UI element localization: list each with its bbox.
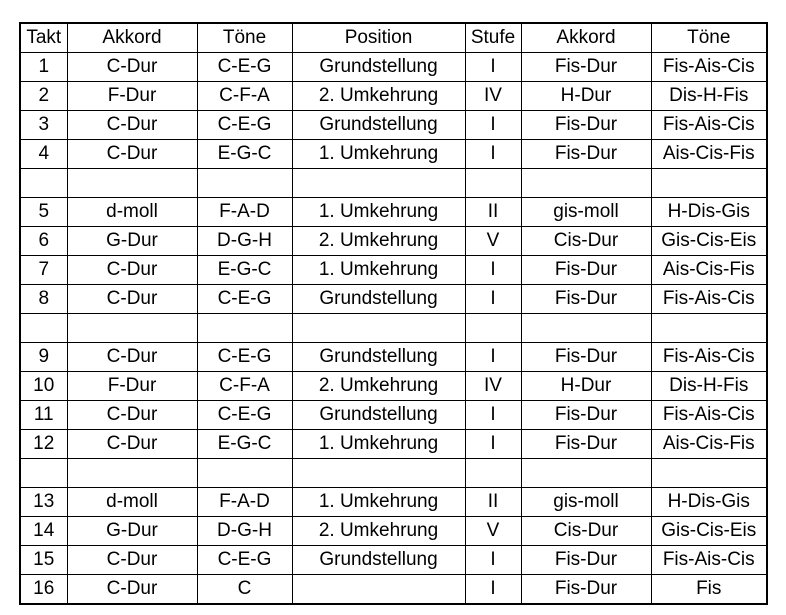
akkord-cell: F-Dur (67, 372, 197, 401)
takt-cell: 10 (20, 372, 67, 401)
toene-cell: D-G-H (197, 227, 292, 256)
stufe-cell: I (465, 575, 521, 605)
table-row (20, 198, 767, 227)
position-cell: 1. Umkehrung (292, 256, 465, 285)
toene-transposed-cell: Fis-Ais-Cis (651, 401, 767, 430)
stufe-cell (465, 459, 521, 488)
stufe-cell: V (465, 517, 521, 546)
position-cell: Grundstellung (292, 343, 465, 372)
akkord-transposed-cell: Fis-Dur (521, 140, 651, 169)
stufe-cell: IV (465, 372, 521, 401)
toene-cell: F-A-D (197, 488, 292, 517)
table-row (20, 140, 767, 169)
akkord-cell: C-Dur (67, 401, 197, 430)
takt-cell: 7 (20, 256, 67, 285)
stufe-cell: V (465, 227, 521, 256)
toene-cell: C-E-G (197, 343, 292, 372)
stufe-cell: I (465, 256, 521, 285)
toene-cell: C-E-G (197, 111, 292, 140)
akkord-transposed-cell (521, 314, 651, 343)
akkord-cell: C-Dur (67, 343, 197, 372)
toene-transposed-cell: Gis-Cis-Eis (651, 227, 767, 256)
stufe-cell: I (465, 546, 521, 575)
header-cell-toene-transposed: Töne (651, 23, 767, 53)
position-cell: Grundstellung (292, 546, 465, 575)
akkord-transposed-cell: gis-moll (521, 198, 651, 227)
takt-cell: 16 (20, 575, 67, 605)
toene-transposed-cell: Ais-Cis-Fis (651, 430, 767, 459)
takt-cell: 3 (20, 111, 67, 140)
akkord-cell: C-Dur (67, 575, 197, 605)
akkord-transposed-cell: Fis-Dur (521, 575, 651, 605)
position-cell: 1. Umkehrung (292, 140, 465, 169)
akkord-transposed-cell: Fis-Dur (521, 111, 651, 140)
takt-cell: 4 (20, 140, 67, 169)
position-cell: Grundstellung (292, 111, 465, 140)
akkord-transposed-cell: Cis-Dur (521, 517, 651, 546)
position-cell: Grundstellung (292, 401, 465, 430)
table-row (20, 372, 767, 401)
toene-transposed-cell: Fis (651, 575, 767, 605)
toene-transposed-cell (651, 169, 767, 198)
header-cell-takt: Takt (20, 23, 67, 53)
akkord-cell: C-Dur (67, 256, 197, 285)
toene-transposed-cell (651, 459, 767, 488)
takt-cell (20, 314, 67, 343)
toene-cell: C-E-G (197, 546, 292, 575)
position-cell: 2. Umkehrung (292, 517, 465, 546)
takt-cell: 9 (20, 343, 67, 372)
takt-cell: 1 (20, 53, 67, 82)
akkord-transposed-cell: H-Dur (521, 82, 651, 111)
akkord-transposed-cell (521, 459, 651, 488)
takt-cell: 2 (20, 82, 67, 111)
position-cell (292, 575, 465, 605)
toene-cell: C (197, 575, 292, 605)
takt-cell: 6 (20, 227, 67, 256)
akkord-cell: C-Dur (67, 285, 197, 314)
table-row (20, 430, 767, 459)
akkord-cell: C-Dur (67, 111, 197, 140)
stufe-cell: I (465, 140, 521, 169)
takt-cell: 15 (20, 546, 67, 575)
takt-cell: 5 (20, 198, 67, 227)
toene-transposed-cell: Ais-Cis-Fis (651, 256, 767, 285)
table-row (20, 401, 767, 430)
toene-cell: C-E-G (197, 285, 292, 314)
takt-cell: 12 (20, 430, 67, 459)
toene-cell: C-F-A (197, 82, 292, 111)
takt-cell: 11 (20, 401, 67, 430)
toene-transposed-cell: Fis-Ais-Cis (651, 111, 767, 140)
position-cell (292, 459, 465, 488)
toene-cell: D-G-H (197, 517, 292, 546)
stufe-cell: I (465, 430, 521, 459)
stufe-cell: II (465, 488, 521, 517)
toene-cell: E-G-C (197, 140, 292, 169)
toene-transposed-cell: Fis-Ais-Cis (651, 53, 767, 82)
toene-transposed-cell: H-Dis-Gis (651, 198, 767, 227)
akkord-cell: G-Dur (67, 227, 197, 256)
toene-transposed-cell: Fis-Ais-Cis (651, 546, 767, 575)
position-cell: Grundstellung (292, 285, 465, 314)
stufe-cell: IV (465, 82, 521, 111)
stufe-cell: I (465, 401, 521, 430)
akkord-transposed-cell (521, 169, 651, 198)
stufe-cell (465, 169, 521, 198)
akkord-cell (67, 169, 197, 198)
toene-transposed-cell: Fis-Ais-Cis (651, 285, 767, 314)
position-cell: 1. Umkehrung (292, 430, 465, 459)
stufe-cell: I (465, 343, 521, 372)
akkord-cell: C-Dur (67, 53, 197, 82)
position-cell (292, 169, 465, 198)
position-cell (292, 314, 465, 343)
table-row (20, 517, 767, 546)
header-cell-stufe: Stufe (465, 23, 521, 53)
akkord-transposed-cell: Cis-Dur (521, 227, 651, 256)
table-row (20, 82, 767, 111)
akkord-transposed-cell: Fis-Dur (521, 343, 651, 372)
table-row (20, 488, 767, 517)
stufe-cell: I (465, 53, 521, 82)
toene-transposed-cell: Ais-Cis-Fis (651, 140, 767, 169)
akkord-cell: d-moll (67, 488, 197, 517)
table-row (20, 546, 767, 575)
akkord-cell: F-Dur (67, 82, 197, 111)
toene-transposed-cell: Dis-H-Fis (651, 82, 767, 111)
toene-transposed-cell: H-Dis-Gis (651, 488, 767, 517)
header-row (20, 23, 767, 53)
toene-transposed-cell: Dis-H-Fis (651, 372, 767, 401)
position-cell: 2. Umkehrung (292, 227, 465, 256)
takt-cell: 8 (20, 285, 67, 314)
stufe-cell: I (465, 285, 521, 314)
toene-transposed-cell (651, 314, 767, 343)
table-row (20, 53, 767, 82)
akkord-cell: C-Dur (67, 140, 197, 169)
toene-cell: C-E-G (197, 401, 292, 430)
akkord-transposed-cell: Fis-Dur (521, 401, 651, 430)
toene-cell: E-G-C (197, 256, 292, 285)
akkord-transposed-cell: gis-moll (521, 488, 651, 517)
stufe-cell: II (465, 198, 521, 227)
position-cell: Grundstellung (292, 53, 465, 82)
akkord-cell: G-Dur (67, 517, 197, 546)
spacer-row (20, 169, 767, 198)
takt-cell: 13 (20, 488, 67, 517)
chord-table (19, 22, 768, 605)
akkord-cell (67, 459, 197, 488)
akkord-transposed-cell: Fis-Dur (521, 256, 651, 285)
toene-transposed-cell: Gis-Cis-Eis (651, 517, 767, 546)
stufe-cell: I (465, 111, 521, 140)
spacer-row (20, 314, 767, 343)
spacer-row (20, 459, 767, 488)
toene-cell: C-F-A (197, 372, 292, 401)
toene-cell (197, 459, 292, 488)
table-row (20, 575, 767, 605)
header-cell-akkord-transposed: Akkord (521, 23, 651, 53)
chord-table-sheet (19, 22, 768, 605)
table-row (20, 227, 767, 256)
akkord-cell: C-Dur (67, 546, 197, 575)
toene-transposed-cell: Fis-Ais-Cis (651, 343, 767, 372)
table-body (20, 53, 767, 605)
header-cell-akkord: Akkord (67, 23, 197, 53)
header-cell-toene: Töne (197, 23, 292, 53)
stufe-cell (465, 314, 521, 343)
takt-cell (20, 169, 67, 198)
akkord-cell: d-moll (67, 198, 197, 227)
toene-cell (197, 169, 292, 198)
header-cell-position: Position (292, 23, 465, 53)
toene-cell (197, 314, 292, 343)
position-cell: 1. Umkehrung (292, 198, 465, 227)
toene-cell: F-A-D (197, 198, 292, 227)
position-cell: 2. Umkehrung (292, 372, 465, 401)
toene-cell: C-E-G (197, 53, 292, 82)
table-row (20, 343, 767, 372)
akkord-transposed-cell: H-Dur (521, 372, 651, 401)
akkord-cell: C-Dur (67, 430, 197, 459)
table-row (20, 111, 767, 140)
takt-cell (20, 459, 67, 488)
akkord-cell (67, 314, 197, 343)
akkord-transposed-cell: Fis-Dur (521, 285, 651, 314)
akkord-transposed-cell: Fis-Dur (521, 430, 651, 459)
akkord-transposed-cell: Fis-Dur (521, 546, 651, 575)
toene-cell: E-G-C (197, 430, 292, 459)
takt-cell: 14 (20, 517, 67, 546)
position-cell: 2. Umkehrung (292, 82, 465, 111)
position-cell: 1. Umkehrung (292, 488, 465, 517)
akkord-transposed-cell: Fis-Dur (521, 53, 651, 82)
table-row (20, 256, 767, 285)
table-row (20, 285, 767, 314)
